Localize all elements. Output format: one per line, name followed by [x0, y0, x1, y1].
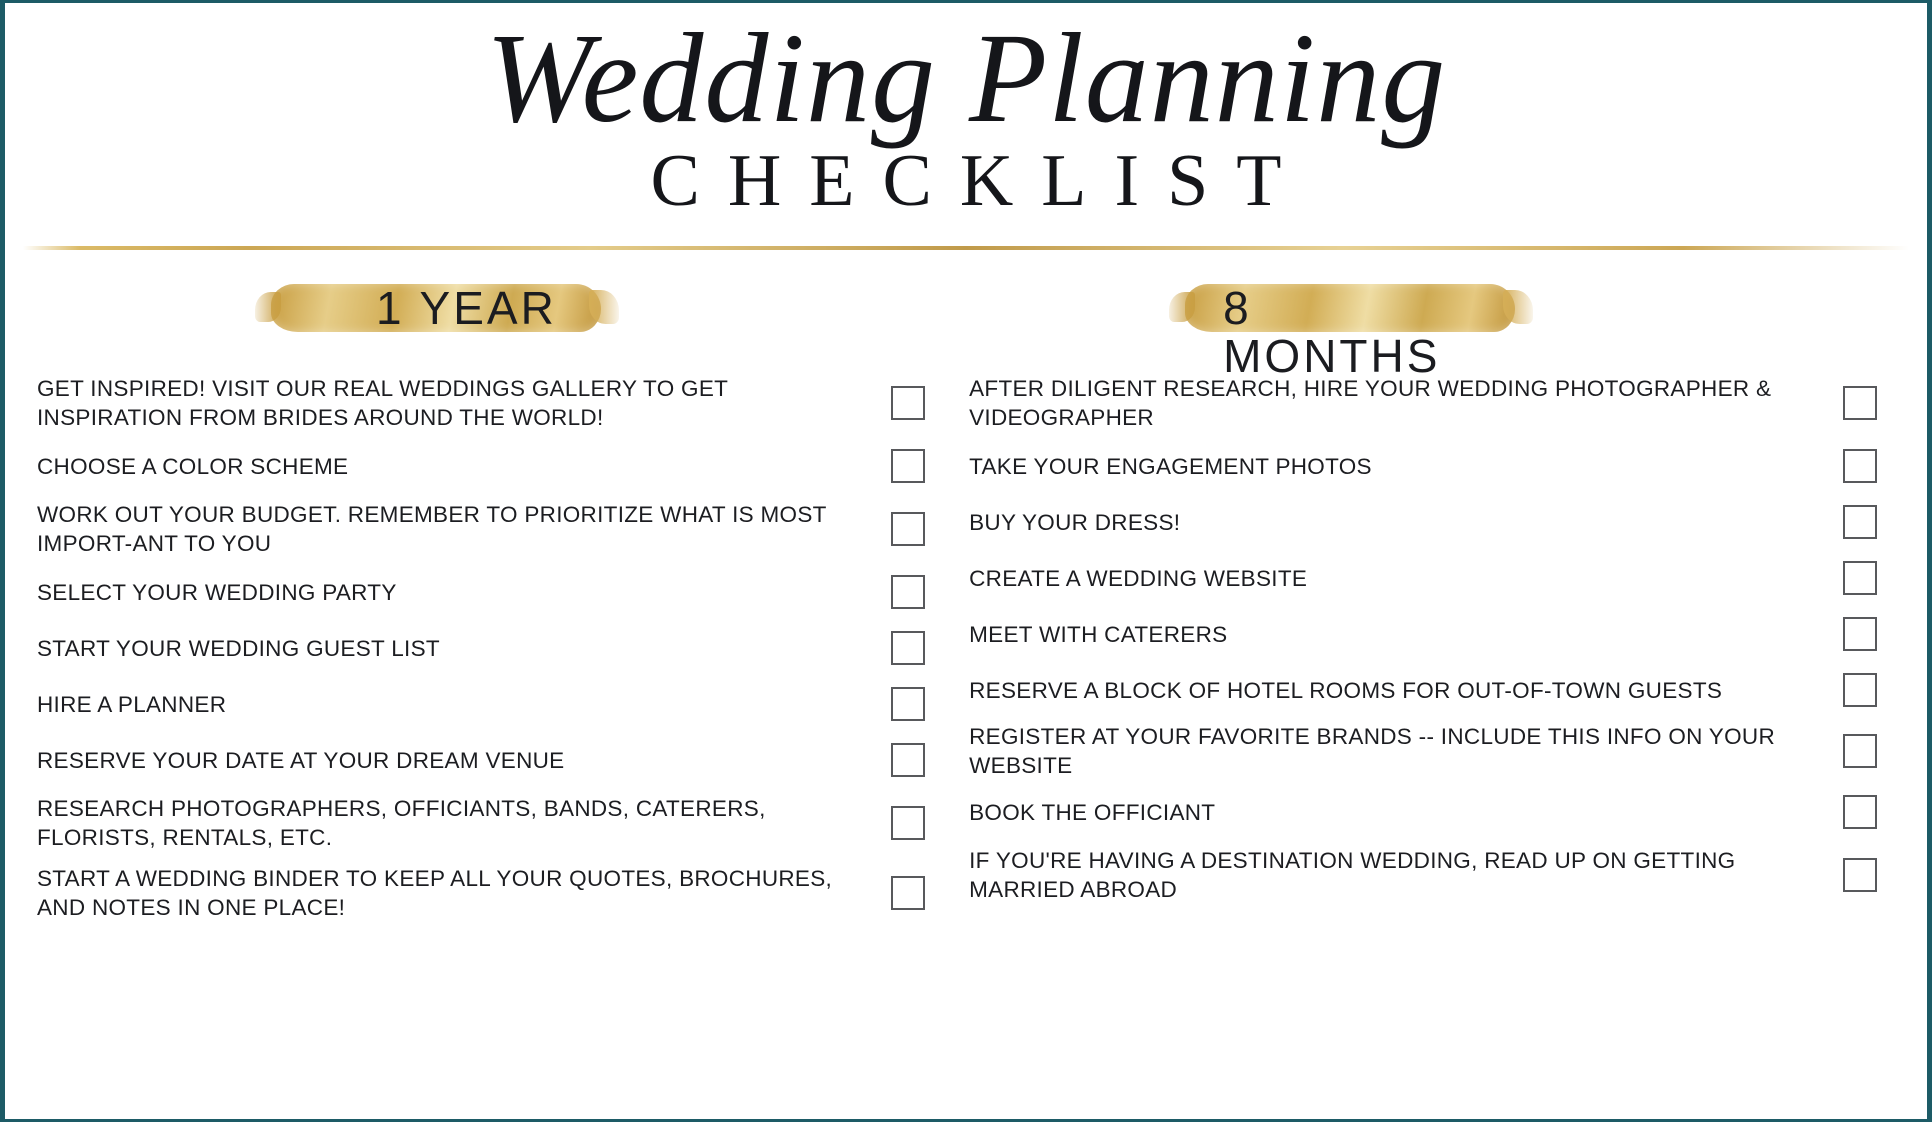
task-label: WORK OUT YOUR BUDGET. REMEMBER TO PRIORITIZE WHAT IS MOST IMPORT-ANT TO YOU	[37, 502, 827, 557]
list-item[interactable]	[969, 498, 1911, 546]
task-label: IF YOU'RE HAVING A DESTINATION WEDDING, READ UP ON GETTING MARRIED ABROAD	[969, 848, 1736, 903]
section-title-8-months: 8 MONTHS	[1223, 282, 1441, 383]
section-8-months	[947, 250, 1911, 932]
page-title: Wedding Planning	[485, 7, 1447, 149]
list-item[interactable]	[37, 442, 935, 490]
task-checkbox[interactable]	[1843, 795, 1877, 829]
list-item[interactable]	[37, 680, 935, 728]
task-checkbox[interactable]	[1843, 858, 1877, 892]
task-label: BUY YOUR DRESS!	[969, 509, 1181, 535]
task-checkbox[interactable]	[891, 631, 925, 665]
task-label: REGISTER AT YOUR FAVORITE BRANDS -- INCLUDE THIS INFO ON YOUR WEBSITE	[969, 724, 1776, 779]
list-item[interactable]	[37, 792, 935, 854]
task-checkbox[interactable]	[891, 687, 925, 721]
checklist-columns	[5, 250, 1927, 932]
task-label: CHOOSE A COLOR SCHEME	[37, 453, 349, 479]
task-label: RESERVE A BLOCK OF HOTEL ROOMS FOR OUT-OF-TOWN GUESTS	[969, 677, 1723, 703]
list-item[interactable]	[969, 788, 1911, 836]
task-list-8-months	[965, 372, 1911, 906]
gold-divider	[23, 246, 1909, 250]
task-checkbox[interactable]	[1843, 505, 1877, 539]
task-label: TAKE YOUR ENGAGEMENT PHOTOS	[969, 453, 1372, 479]
task-label: HIRE A PLANNER	[37, 691, 227, 717]
task-checkbox[interactable]	[1843, 673, 1877, 707]
task-label: GET INSPIRED! VISIT OUR REAL WEDDINGS GALLERY TO GET INSPIRATION FROM BRIDES AROUND THE WORLD!	[37, 376, 728, 431]
list-item[interactable]	[37, 624, 935, 672]
page-inner	[5, 3, 1927, 1119]
task-label: RESERVE YOUR DATE AT YOUR DREAM VENUE	[37, 747, 565, 773]
list-item[interactable]	[969, 442, 1911, 490]
task-checkbox[interactable]	[891, 743, 925, 777]
task-label: MEET WITH CATERERS	[969, 621, 1228, 647]
list-item[interactable]	[969, 722, 1911, 780]
list-item[interactable]	[37, 498, 935, 560]
task-label: BOOK THE OFFICIANT	[969, 799, 1216, 825]
page-subtitle: CHECKLIST	[650, 140, 1310, 223]
document-header	[5, 3, 1927, 250]
list-item[interactable]	[37, 568, 935, 616]
list-item[interactable]	[37, 736, 935, 784]
task-checkbox[interactable]	[1843, 734, 1877, 768]
task-checkbox[interactable]	[891, 449, 925, 483]
task-label: RESEARCH PHOTOGRAPHERS, OFFICIANTS, BANDS, CATERERS, FLORISTS, RENTALS, ETC.	[37, 796, 766, 851]
list-item[interactable]	[969, 844, 1911, 906]
task-checkbox[interactable]	[1843, 386, 1877, 420]
section-header-1-year	[21, 276, 935, 354]
list-item[interactable]	[37, 372, 935, 434]
section-1-year	[21, 250, 947, 932]
task-label: AFTER DILIGENT RESEARCH, HIRE YOUR WEDDING PHOTOGRAPHER & VIDEOGRAPHER	[969, 376, 1772, 431]
task-checkbox[interactable]	[891, 386, 925, 420]
task-list-1-year	[21, 372, 935, 924]
list-item[interactable]	[969, 666, 1911, 714]
list-item[interactable]	[37, 862, 935, 924]
task-checkbox[interactable]	[891, 575, 925, 609]
section-title-1-year: 1 YEAR	[376, 282, 557, 335]
section-header-8-months	[965, 276, 1911, 383]
task-label: START A WEDDING BINDER TO KEEP ALL YOUR QUOTES, BROCHURES, AND NOTES IN ONE PLACE!	[37, 866, 833, 921]
task-label: SELECT YOUR WEDDING PARTY	[37, 579, 397, 605]
task-label: CREATE A WEDDING WEBSITE	[969, 565, 1308, 591]
task-checkbox[interactable]	[1843, 617, 1877, 651]
task-checkbox[interactable]	[1843, 561, 1877, 595]
task-label: START YOUR WEDDING GUEST LIST	[37, 635, 440, 661]
task-checkbox[interactable]	[891, 512, 925, 546]
list-item[interactable]	[969, 554, 1911, 602]
task-checkbox[interactable]	[1843, 449, 1877, 483]
task-checkbox[interactable]	[891, 876, 925, 910]
list-item[interactable]	[969, 610, 1911, 658]
task-checkbox[interactable]	[891, 806, 925, 840]
